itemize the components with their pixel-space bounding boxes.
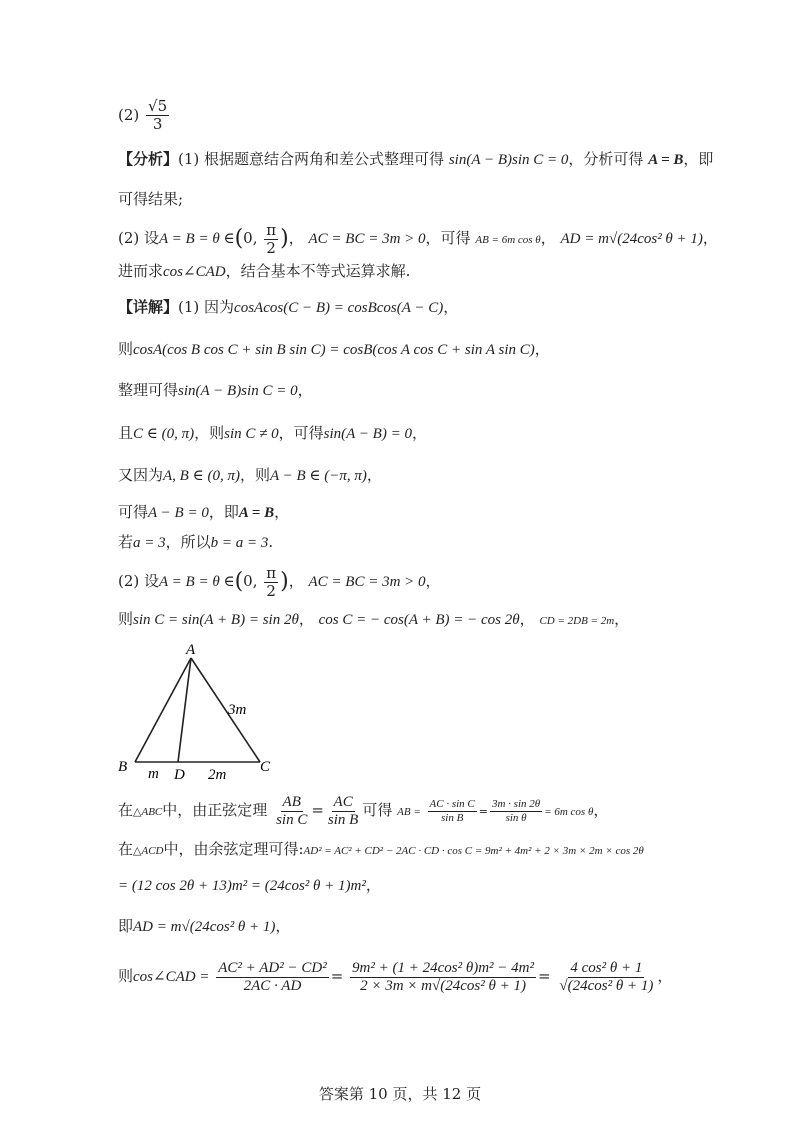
formula: △ABC [133, 806, 163, 818]
label-dc: 2m [208, 767, 227, 783]
formula: AC = BC = 3m > 0 [308, 231, 426, 247]
formula: sin(A − B)sin C = 0 [448, 152, 569, 168]
text: sin C [276, 811, 308, 828]
detail-line-2 [118, 340, 550, 359]
detail-line-9 [118, 610, 629, 629]
formula: AB = [397, 806, 421, 818]
fraction [428, 798, 477, 823]
text: ， [297, 381, 313, 399]
text: ， [274, 503, 290, 521]
formula: a = 3 [133, 535, 166, 551]
text: (2) 设 [118, 229, 160, 247]
law-line-5: 则cos∠CAD = $\frac{\text{AC² + AD² − CD²}}{2AC \cdot AD}$ = $\frac{\text{9m² + (1 + 24cos² θ)m² − 4m²}}{\text{2 × 3m × m√(24cos² θ + 1)}}$ = $\frac{\text{4 cos² θ + 1}}{\text{√(24cos² θ + 1)}}$ ， [118, 960, 673, 994]
formula: cosAcos(C − B) = cosBcos(A − C) [234, 300, 444, 316]
text: 4 cos² θ + 1 [570, 960, 643, 976]
formula: cosA(cos B cos C + sin B sin C) = cosB(cos A cos C + sin A sin C) [133, 342, 535, 358]
text: 2AC · AD [243, 977, 302, 994]
text: 2 [266, 581, 276, 600]
label-d: D [174, 767, 185, 783]
law-line-1: 在△ABC中，由正弦定理 $\frac{AB}{\text{sin C}}$ = $\frac{AC}{\text{sin B}}$ 可得 AB = $\frac{\text{AC · sin C}}{\text{sin B}}$ = $\frac{3m \cdot \sin 2\theta}{\text{sin θ}}$ = 6m cos θ， [118, 794, 609, 828]
formula: A = B [238, 505, 275, 521]
answer-denominator: 3 [152, 114, 163, 133]
side-ac [191, 658, 260, 762]
text: (2) 设 [118, 572, 160, 590]
text: √(24cos² θ + 1) [559, 977, 654, 994]
label-b: B [118, 759, 128, 775]
detail-line-7 [118, 533, 273, 552]
fraction [326, 794, 360, 828]
detail-line-4 [118, 424, 427, 443]
analysis-line-4 [118, 262, 410, 281]
text: = [311, 801, 324, 819]
text: ， [298, 610, 314, 628]
text: 9m² + (1 + 24cos² θ)m² − 4m² [352, 960, 535, 976]
text: ， [657, 967, 673, 985]
detail-line-1 [118, 298, 458, 317]
analysis-line-1 [118, 150, 713, 169]
detail-line-8: (2) 设A = B = θ ∈(0, $\frac{\pi}{2}$ )， AC = BC = 3m > 0， [118, 564, 441, 600]
formula: AC = BC = 3m > 0 [308, 574, 426, 590]
text: ， [365, 876, 381, 894]
label-bd: m [148, 766, 159, 782]
text: ， [443, 298, 459, 316]
answer-part2 [118, 98, 171, 132]
formula: A − B ∈ (−π, π) [269, 468, 367, 484]
fraction [350, 960, 536, 994]
text: 3m · sin 2θ [491, 798, 541, 811]
text: AC² + AD² − CD² [218, 960, 327, 976]
text: ， [519, 610, 535, 628]
text: ， [540, 229, 556, 247]
text: AB [282, 794, 301, 810]
text: π [266, 564, 277, 582]
text: π [266, 221, 277, 239]
text: 进而求 [118, 262, 164, 280]
answer-numerator: √5 [148, 97, 168, 115]
detail-line-5 [118, 466, 382, 485]
formula: C ∈ (0, π) [133, 426, 195, 442]
text: ， [288, 229, 304, 247]
text: ，结合基本不等式运算求解. [225, 262, 411, 280]
text: AC [333, 794, 353, 810]
label-c: C [260, 759, 271, 775]
detail-line-3 [118, 381, 313, 400]
formula: cos∠CAD = [133, 969, 210, 985]
fraction [216, 960, 328, 994]
label-ac: 3m [228, 702, 247, 718]
text: ， [534, 340, 550, 358]
formula: sin C ≠ 0 [224, 426, 279, 442]
text: ，则 [239, 466, 270, 484]
text: 2 [266, 238, 276, 257]
fraction [274, 794, 309, 828]
text: sin B [440, 811, 464, 824]
side-ab [135, 658, 191, 762]
text: ，可得 [278, 424, 324, 442]
text: 且 [118, 424, 134, 442]
answer-label: (2) [118, 106, 140, 124]
formula: sin C = sin(A + B) = sin 2θ [133, 612, 299, 628]
text: ，则 [194, 424, 225, 442]
formula: A = B = θ ∈ [159, 574, 235, 590]
text: 则 [118, 610, 134, 628]
text: (1) 因为 [178, 298, 235, 316]
text: sin θ [505, 811, 527, 824]
formula: b = a = 3 [210, 535, 269, 551]
detail-line-6 [118, 503, 289, 522]
text: 则 [118, 340, 134, 358]
text: 中，由余弦定理可得: [163, 840, 304, 858]
formula: cos∠CAD [163, 264, 226, 280]
answer-fraction [146, 98, 169, 132]
text: 中，由正弦定理 [162, 801, 268, 819]
formula: A, B ∈ (0, π) [163, 468, 240, 484]
law-line-3 [118, 876, 381, 895]
text: 即 [118, 917, 134, 935]
formula: AD = m√(24cos² θ + 1) [560, 231, 703, 247]
text: ，所以 [165, 533, 211, 551]
text: ， [425, 572, 441, 590]
law-line-2 [118, 840, 644, 858]
fraction [557, 960, 655, 994]
text: 若 [118, 533, 134, 551]
formula: = (12 cos 2θ + 13)m² = (24cos² θ + 1)m² [118, 878, 366, 894]
analysis-line-3: (2) 设A = B = θ ∈(0, $\frac{\pi}{2}$ )， AC = BC = 3m > 0，可得 AB = 6m cos θ， AD = m√(24cos² θ + 1)， [118, 221, 718, 257]
text: (1) 根据题意结合两角和差公式整理可得 [178, 150, 445, 168]
text: 在 [118, 801, 134, 819]
triangle-figure [110, 640, 290, 785]
formula: cos C = − cos(A + B) = − cos 2θ [318, 612, 520, 628]
formula: sin(A − B)sin C = 0 [178, 383, 298, 399]
analysis-title: 【分析】 [118, 150, 179, 168]
formula: AD = m√(24cos² θ + 1) [133, 919, 276, 935]
text: . [268, 533, 274, 551]
text: 2 × 3m × m√(24cos² θ + 1) [360, 977, 526, 994]
text: 则 [118, 967, 134, 985]
formula: AD² = AC² + CD² − 2AC · CD · cos C = 9m² + 4m² + 2 × 3m × 2m × cos 2θ [303, 845, 644, 857]
text: ，即 [208, 503, 239, 521]
text: sin B [327, 811, 359, 828]
formula: △ACD [133, 845, 164, 857]
text: 可得 [118, 503, 149, 521]
text: 在 [118, 840, 134, 858]
text: 可得 [362, 801, 393, 819]
pi-half-fraction [264, 222, 278, 256]
page-footer: 答案第 10 页，共 12 页 [318, 1085, 482, 1103]
formula: A = B = θ ∈ [159, 231, 235, 247]
formula: A = B [648, 152, 684, 168]
text: 整理可得 [118, 381, 179, 399]
segment-ad [178, 658, 191, 762]
text: AC · sin C [429, 798, 475, 811]
pi-half-fraction [264, 565, 278, 599]
text: ，可得 [425, 229, 471, 247]
text: ， [411, 424, 427, 442]
detail-title: 【详解】 [118, 298, 179, 316]
law-line-4 [118, 917, 290, 936]
text: ， [702, 229, 718, 247]
text: ，即 [683, 150, 714, 168]
text: ， [288, 572, 304, 590]
text: ，分析可得 [568, 150, 644, 168]
text: ， [275, 917, 291, 935]
analysis-line-2: 可得结果; [118, 190, 184, 208]
formula: A − B = 0 [148, 505, 209, 521]
text: ， [366, 466, 382, 484]
fraction [490, 798, 542, 823]
text: ， [614, 610, 630, 628]
label-a: A [186, 642, 196, 658]
formula: = 6m cos θ [544, 806, 594, 818]
formula: sin(A − B) = 0 [323, 426, 412, 442]
text: ， [593, 801, 609, 819]
formula: AB = 6m cos θ [475, 234, 541, 246]
text: 又因为 [118, 466, 164, 484]
formula: CD = 2DB = 2m [539, 615, 615, 627]
